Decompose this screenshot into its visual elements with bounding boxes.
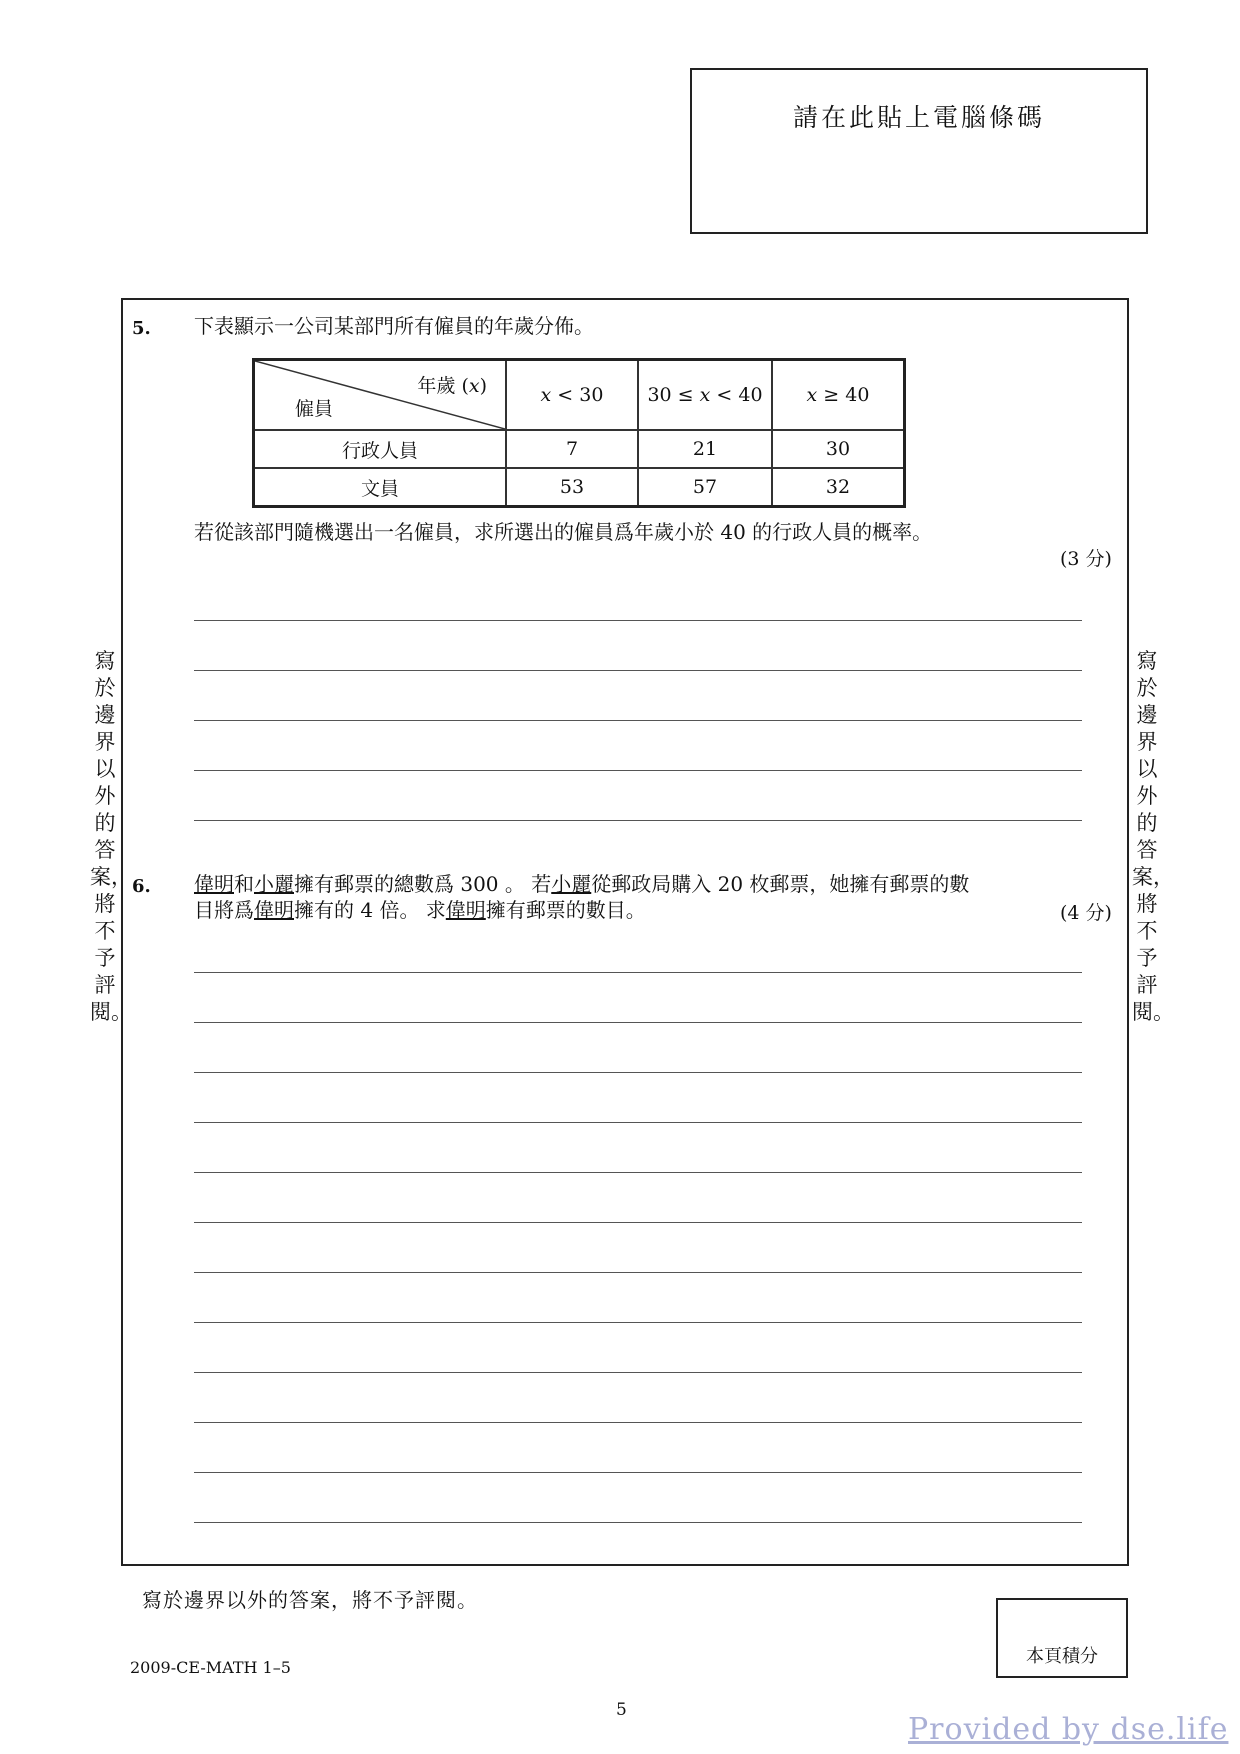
- row-label: 行政人員: [254, 430, 507, 468]
- answer-line: [194, 1172, 1082, 1173]
- table-row: [254, 430, 905, 468]
- answer-line: [194, 1272, 1082, 1273]
- paper-code: 2009-CE-MATH 1–5: [130, 1658, 291, 1677]
- footer-margin-note: 寫於邊界以外的答案，將不予評閱。: [142, 1588, 478, 1612]
- answer-line: [194, 1072, 1082, 1073]
- answer-line: [194, 820, 1082, 821]
- column-header-1: x < 30: [506, 360, 638, 431]
- page-score-label: 本頁積分: [1026, 1646, 1098, 1667]
- margin-note-right: 寫於邊界以外的答案，將不予評閱。: [1132, 649, 1174, 1024]
- margin-note-left: 寫於邊界以外的答案，將不予評閱。: [90, 649, 132, 1024]
- answer-line: [194, 1422, 1082, 1423]
- answer-line: [194, 1522, 1082, 1523]
- q6-line-1: 偉明和小麗擁有郵票的總數爲 300 。 若小麗從郵政局購入 20 枚郵票，她擁有郵票的數: [194, 872, 970, 896]
- q5-marks: (3 分): [1060, 548, 1112, 570]
- row-label: 文員: [254, 468, 507, 507]
- table-cell: 32: [772, 468, 905, 507]
- answer-line: [194, 1122, 1082, 1123]
- barcode-box: [690, 68, 1148, 234]
- age-distribution-table: [252, 358, 906, 508]
- answer-line: [194, 1322, 1082, 1323]
- barcode-label: 請在此貼上電腦條碼: [792, 103, 1045, 132]
- answer-line: [194, 720, 1082, 721]
- column-header-3: x ≥ 40: [772, 360, 905, 431]
- column-header-2: 30 ≤ x < 40: [638, 360, 772, 431]
- answer-line: [194, 670, 1082, 671]
- corner-bottom-label: 僱員: [295, 398, 334, 420]
- table-cell: 57: [638, 468, 772, 507]
- table-row: [254, 468, 905, 507]
- table-cell: 7: [506, 430, 638, 468]
- answer-line: [194, 1372, 1082, 1373]
- q5-question: 若從該部門隨機選出一名僱員，求所選出的僱員爲年歲小於 40 的行政人員的概率。: [194, 520, 933, 544]
- q5-number: 5.: [132, 318, 151, 339]
- table-cell: 21: [638, 430, 772, 468]
- answer-line: [194, 1022, 1082, 1023]
- answer-line: [194, 1222, 1082, 1223]
- table-cell: 30: [772, 430, 905, 468]
- table-corner-cell: [254, 360, 507, 431]
- answer-line: [194, 770, 1082, 771]
- answer-line: [194, 1472, 1082, 1473]
- q6-number: 6.: [132, 876, 151, 897]
- page-score-box[interactable]: [996, 1598, 1128, 1678]
- q6-line-2: 目將爲偉明擁有的 4 倍。 求偉明擁有郵票的數目。: [194, 898, 646, 922]
- answer-line: [194, 972, 1082, 973]
- table-cell: 53: [506, 468, 638, 507]
- page-number: 5: [616, 1700, 627, 1720]
- corner-top-label: 年歲 (x): [417, 375, 487, 397]
- answer-line: [194, 620, 1082, 621]
- q6-marks: (4 分): [1060, 902, 1112, 924]
- source-watermark[interactable]: Provided by dse.life: [908, 1712, 1229, 1747]
- q5-intro: 下表顯示一公司某部門所有僱員的年歲分佈。: [194, 314, 594, 338]
